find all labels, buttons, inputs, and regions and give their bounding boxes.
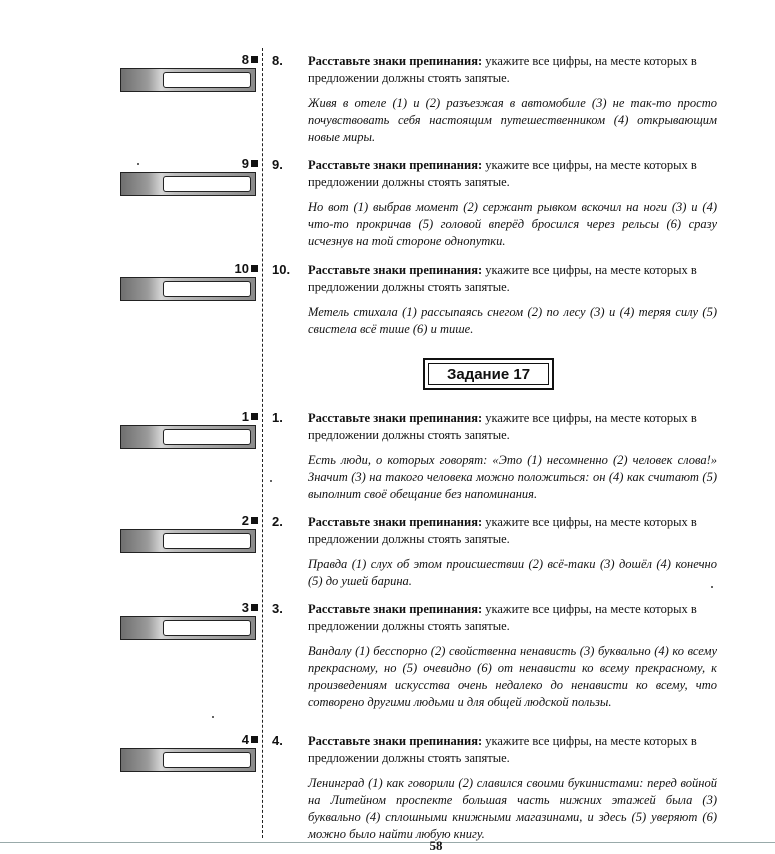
answer-box xyxy=(120,277,256,301)
task-instruction: Расставьте знаки препинания: укажите все цифры, на месте которых в предложении должны стоять запятые. xyxy=(308,411,697,442)
answer-box xyxy=(120,529,256,553)
answer-block-2 xyxy=(120,514,258,554)
task-number: 3. xyxy=(272,601,283,616)
answer-field[interactable] xyxy=(163,429,251,445)
scan-speck xyxy=(212,716,214,718)
square-icon xyxy=(251,56,258,63)
answer-block-1 xyxy=(120,410,258,450)
task-sentence: Есть люди, о которых говорят: «Это (1) несомненно (2) человек слова!» Значит (3) на такого человека можно положиться: он (4) как считают (5) выполнит своё обещание без напоминания. xyxy=(308,453,717,501)
square-icon xyxy=(251,265,258,272)
task-sentence: Живя в отеле (1) и (2) разъезжая в автомобиле (3) не так-то просто почувствовать себя настоящим путешественником (4) открывающим новые миры. xyxy=(308,96,717,144)
task-sentence: Метель стихала (1) рассыпаясь снегом (2) по лесу (3) и (4) теряя силу (5) свистела всё тише (6) и тише. xyxy=(308,305,717,336)
square-icon xyxy=(251,517,258,524)
answer-box xyxy=(120,172,256,196)
task-9 xyxy=(272,157,717,250)
answer-block-9 xyxy=(120,157,258,197)
task-sentence: Правда (1) слух об этом происшествии (2) всё-таки (3) дошёл (4) конечно (5) до ушей барина. xyxy=(308,557,717,588)
task-instruction: Расставьте знаки препинания: укажите все цифры, на месте которых в предложении должны стоять запятые. xyxy=(308,158,697,189)
answer-block-3 xyxy=(120,601,258,641)
page-number: 58 xyxy=(429,838,443,853)
task-10 xyxy=(272,262,717,338)
answer-field[interactable] xyxy=(163,72,251,88)
task-2 xyxy=(272,514,717,590)
answer-block-10 xyxy=(120,262,258,302)
task-number: 8. xyxy=(272,53,283,68)
scan-speck xyxy=(137,163,139,165)
scan-speck xyxy=(270,480,272,482)
task-4 xyxy=(272,733,717,843)
answer-label: 9 xyxy=(242,157,258,171)
square-icon xyxy=(251,413,258,420)
task-number: 4. xyxy=(272,733,283,748)
task-instruction: Расставьте знаки препинания: укажите все цифры, на месте которых в предложении должны стоять запятые. xyxy=(308,602,697,633)
task-1 xyxy=(272,410,717,503)
task-sentence: Вандалу (1) бесспорно (2) свойственна ненависть (3) буквально (4) ко всему прекрасному, но (5) очевидно (6) от ненависти ко всему прекрасному, к произведениям искусства очень недалеко до ненависти ко всему, что сотворено другими людьми и для общей людской пользы. xyxy=(308,644,717,709)
answer-box xyxy=(120,748,256,772)
task-number: 9. xyxy=(272,157,283,172)
task-number: 10. xyxy=(272,262,291,277)
square-icon xyxy=(251,604,258,611)
answer-label: 3 xyxy=(242,601,258,615)
answer-box xyxy=(120,616,256,640)
task-3 xyxy=(272,601,717,711)
answer-label: 4 xyxy=(242,733,258,747)
answer-label: 10 xyxy=(235,262,258,276)
task-number: 2. xyxy=(272,514,283,529)
answer-label: 1 xyxy=(242,410,258,424)
answer-field[interactable] xyxy=(163,620,251,636)
task-number: 1. xyxy=(272,410,283,425)
answer-label: 2 xyxy=(242,514,258,528)
task-instruction: Расставьте знаки препинания: укажите все цифры, на месте которых в предложении должны стоять запятые. xyxy=(308,734,697,765)
task-instruction: Расставьте знаки препинания: укажите все цифры, на месте которых в предложении должны стоять запятые. xyxy=(308,54,697,85)
task-8 xyxy=(272,53,717,146)
square-icon xyxy=(251,736,258,743)
answer-block-8 xyxy=(120,53,258,93)
task-sentence: Ленинград (1) как говорили (2) славился своими букинистами: перед войной на Литейном проспекте большая часть нижних этажей была (3) буквально (4) сплошными книжными магазинами, и здесь (5) уверяют (6) можно было найти любую книгу. xyxy=(308,776,717,841)
answer-label: 8 xyxy=(242,53,258,67)
task-sentence: Но вот (1) выбрав момент (2) сержант рывком вскочил на ноги (3) и (4) что-то прокричав (5) головой вперёд бросился через рельсы (6) сразу исчезнув на той стороне однопутки. xyxy=(308,200,717,248)
task-instruction: Расставьте знаки препинания: укажите все цифры, на месте которых в предложении должны стоять запятые. xyxy=(308,515,697,546)
answer-box xyxy=(120,425,256,449)
answer-box xyxy=(120,68,256,92)
answer-block-4 xyxy=(120,733,258,773)
section-title: Задание 17 xyxy=(423,358,554,390)
answer-field[interactable] xyxy=(163,281,251,297)
answer-field[interactable] xyxy=(163,176,251,192)
square-icon xyxy=(251,160,258,167)
answer-field[interactable] xyxy=(163,752,251,768)
cut-line xyxy=(262,48,263,838)
task-instruction: Расставьте знаки препинания: укажите все цифры, на месте которых в предложении должны стоять запятые. xyxy=(308,263,697,294)
scan-speck xyxy=(711,586,713,588)
answer-field[interactable] xyxy=(163,533,251,549)
